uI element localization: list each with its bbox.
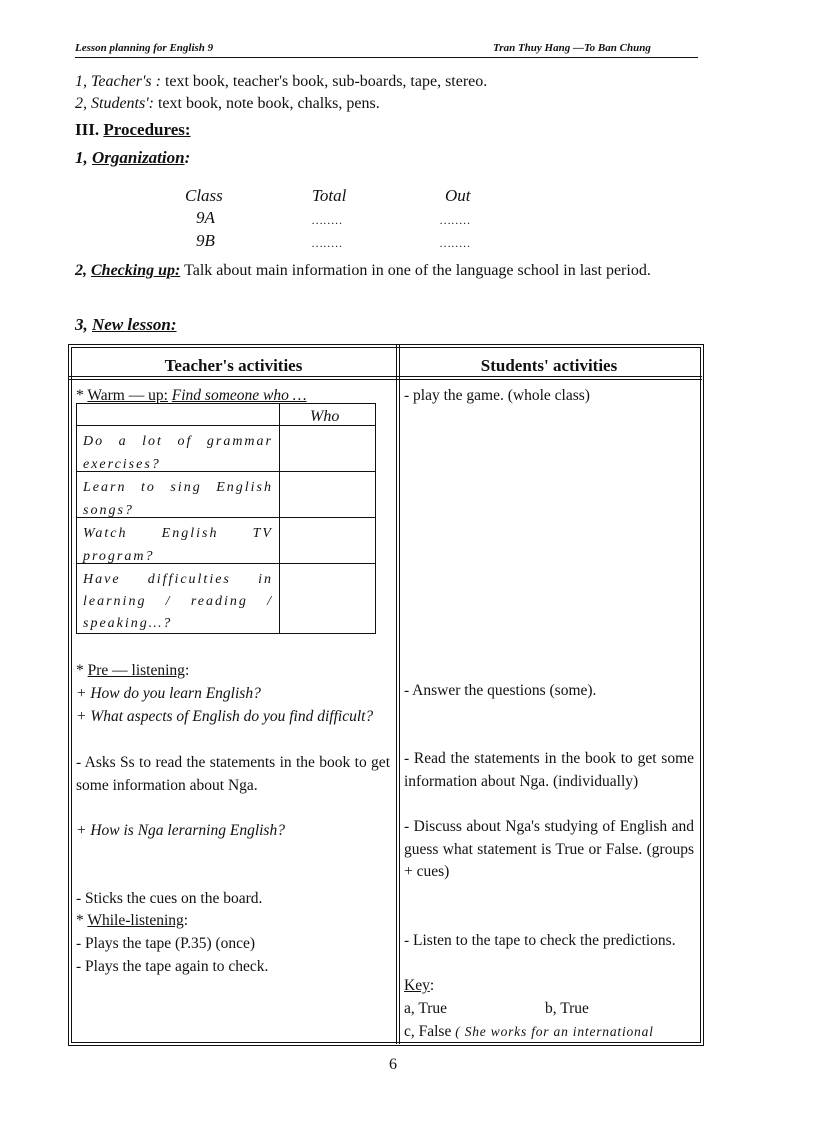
- org-row-total: ……..: [312, 236, 344, 250]
- students-aids-text: text book, note book, chalks, pens.: [157, 95, 380, 112]
- pre-suffix: :: [184, 662, 190, 679]
- checking-up-title: Checking up:: [91, 262, 181, 279]
- while-label: While-listening: [87, 912, 184, 929]
- asks-statement: - Asks Ss to read the statements in the book to get some information about Nga.: [76, 754, 390, 794]
- header-divider: [68, 379, 702, 380]
- org-col-total: Total: [312, 186, 347, 205]
- procedures-num: III.: [75, 120, 100, 139]
- key-c-note: ( She works for an international: [455, 1024, 654, 1039]
- procedures-title: Procedures:: [103, 120, 191, 139]
- student-answer: - Answer the questions (some).: [404, 682, 597, 699]
- warmup-title: Find someone who …: [171, 387, 307, 404]
- sticks-cues: - Sticks the cues on the board.: [76, 890, 263, 907]
- key-b: b, True: [545, 1000, 589, 1017]
- checking-up-num: 2,: [75, 262, 87, 279]
- org-row-class: 9B: [196, 231, 215, 250]
- student-play-game: - play the game. (whole class): [404, 387, 590, 404]
- key-suffix: :: [429, 977, 435, 994]
- organization-num: 1,: [75, 148, 88, 167]
- teacher-aids-label: 1, Teacher's :: [75, 73, 161, 90]
- key-c-line: [404, 1021, 654, 1044]
- student-read: - Read the statements in the book to get some information about Nga. (individually): [404, 750, 694, 790]
- key-a: a, True: [404, 1000, 448, 1017]
- students-activities-header: Students' activities: [480, 356, 618, 375]
- find-someone-item: Watch English TV program?: [83, 526, 273, 564]
- org-row-total: ……..: [312, 213, 344, 227]
- find-someone-item: Have difficulties in learning / reading / speaking…?: [83, 572, 273, 631]
- students-aids-line: [75, 95, 380, 113]
- org-col-out: Out: [445, 186, 471, 205]
- column-divider: [399, 344, 400, 1044]
- checking-up-paragraph: [75, 257, 710, 284]
- procedures-heading: [75, 120, 191, 140]
- plays-tape-once: - Plays the tape (P.35) (once): [76, 935, 256, 952]
- student-discuss: - Discuss about Nga's studying of English and guess what statement is True or False. (groups + cues): [404, 818, 694, 881]
- who-header: Who: [310, 408, 340, 425]
- pre-label: Pre — listening: [87, 662, 185, 679]
- organization-title: Organization: [92, 148, 185, 167]
- find-someone-item: Do a lot of grammar exercises?: [83, 434, 273, 472]
- checking-up-text: Talk about main information in one of the language school in last period.: [184, 262, 651, 279]
- find-someone-item: Learn to sing English songs?: [83, 480, 273, 518]
- student-listen: - Listen to the tape to check the predictions.: [404, 932, 676, 949]
- org-row-out: ……..: [440, 213, 472, 227]
- new-lesson-title: New lesson:: [92, 315, 177, 334]
- header-right: Tran Thuy Hang —To Ban Chung: [493, 42, 651, 54]
- org-col-class: Class: [185, 186, 223, 205]
- new-lesson-heading: [75, 315, 177, 335]
- teacher-aids-line: [75, 73, 487, 91]
- question-1: + How do you learn English?: [76, 685, 261, 702]
- question-2: + What aspects of English do you find difficult?: [76, 708, 374, 725]
- students-aids-label: 2, Students':: [75, 95, 154, 112]
- header-divider: [68, 376, 702, 377]
- warmup-label: Warm — up:: [87, 387, 168, 404]
- find-someone-divider: [279, 403, 280, 633]
- while-listening-line: [76, 910, 392, 933]
- teacher-activities-header: Teacher's activities: [164, 356, 303, 375]
- org-row-out: ……..: [440, 236, 472, 250]
- question-3: + How is Nga lerarning English?: [76, 822, 285, 839]
- while-star: *: [76, 912, 84, 929]
- pre-listening-line: [76, 660, 392, 683]
- pre-star: *: [76, 662, 84, 679]
- column-divider: [396, 344, 397, 1044]
- while-suffix: :: [183, 912, 189, 929]
- warmup-star: *: [76, 387, 84, 404]
- organization-heading: [75, 148, 190, 168]
- plays-tape-check: - Plays the tape again to check.: [76, 958, 269, 975]
- org-row-class: 9A: [196, 208, 215, 227]
- header-left: Lesson planning for English 9: [75, 42, 214, 54]
- teacher-aids-text: text book, teacher's book, sub-boards, tape, stereo.: [164, 73, 488, 90]
- key-line: [404, 975, 694, 998]
- organization-suffix: :: [184, 148, 191, 167]
- key-label: Key: [404, 977, 430, 994]
- key-c: c, False: [404, 1023, 452, 1040]
- header-rule: [75, 57, 698, 58]
- page-number: 6: [389, 1056, 397, 1073]
- new-lesson-num: 3,: [75, 315, 88, 334]
